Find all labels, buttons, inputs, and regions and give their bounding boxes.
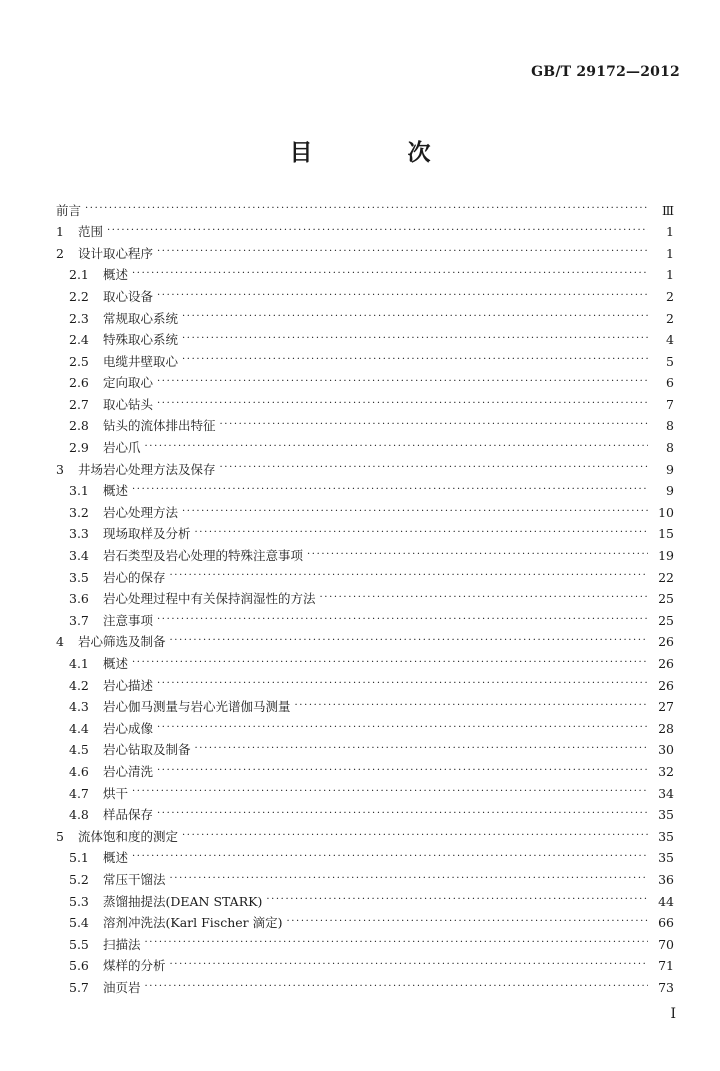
toc-entry-number: 2.8 <box>69 418 89 434</box>
toc-entry-page: 2 <box>666 288 674 304</box>
toc-leader-dots <box>170 636 648 649</box>
toc-entry[interactable] <box>56 243 674 265</box>
toc-entry-number: 4.7 <box>69 785 89 801</box>
toc-entry-title: 电缆井壁取心 <box>103 353 179 369</box>
toc-leader-dots <box>170 960 648 973</box>
table-of-contents <box>56 200 674 999</box>
toc-leader-dots <box>182 334 648 347</box>
toc-entry[interactable] <box>56 610 674 632</box>
toc-entry-title: 特殊取心系统 <box>103 332 179 348</box>
toc-entry-number: 3.4 <box>69 548 89 564</box>
toc-entry[interactable] <box>56 632 674 654</box>
toc-entry-title: 溶剂冲洗法(Karl Fischer 滴定) <box>103 915 283 931</box>
toc-entry-number: 3.5 <box>69 569 89 585</box>
toc-entry-page: 4 <box>666 332 674 348</box>
toc-entry-number: 2.9 <box>69 440 89 456</box>
toc-entry-number: 4.2 <box>69 677 89 693</box>
toc-entry-title: 岩心成像 <box>103 720 154 736</box>
toc-leader-dots <box>157 377 648 390</box>
toc-entry-page: 6 <box>666 375 674 391</box>
toc-leader-dots <box>182 507 648 520</box>
toc-entry-page: 26 <box>658 634 674 650</box>
toc-entry-page: 22 <box>658 569 674 585</box>
toc-entry[interactable] <box>56 481 674 503</box>
toc-entry-title: 概述 <box>103 656 129 672</box>
toc-entry-page: 35 <box>658 828 674 844</box>
toc-entry-number: 3.3 <box>69 526 89 542</box>
toc-entry-number: 2.2 <box>69 288 89 304</box>
toc-entry-title: 概述 <box>103 267 129 283</box>
toc-entry[interactable] <box>56 718 674 740</box>
toc-entry[interactable] <box>56 589 674 611</box>
toc-entry-title: 蒸馏抽提法(DEAN STARK) <box>103 893 263 909</box>
toc-entry[interactable] <box>56 286 674 308</box>
toc-entry[interactable] <box>56 265 674 287</box>
toc-entry-number: 2.5 <box>69 353 89 369</box>
toc-entry-title: 烘干 <box>103 785 129 801</box>
toc-entry[interactable] <box>56 653 674 675</box>
toc-leader-dots <box>320 593 648 606</box>
toc-entry-page: 36 <box>658 871 674 887</box>
toc-leader-dots <box>85 204 648 217</box>
toc-entry[interactable] <box>56 761 674 783</box>
toc-entry[interactable] <box>56 977 674 999</box>
toc-entry-title: 岩心处理方法 <box>103 504 179 520</box>
toc-entry-title: 样品保存 <box>103 807 154 823</box>
toc-entry-page: 35 <box>658 850 674 866</box>
toc-leader-dots <box>132 852 648 865</box>
toc-entry[interactable] <box>56 330 674 352</box>
toc-entry[interactable] <box>56 524 674 546</box>
toc-leader-dots <box>170 571 648 584</box>
toc-leader-dots <box>132 269 648 282</box>
toc-entry-number: 2.7 <box>69 396 89 412</box>
toc-entry-title: 概述 <box>103 483 129 499</box>
toc-entry-number: 2 <box>56 245 64 261</box>
toc-entry[interactable] <box>56 438 674 460</box>
toc-entry-page: 5 <box>666 353 674 369</box>
toc-entry-page: 7 <box>666 396 674 412</box>
toc-leader-dots <box>132 787 648 800</box>
toc-entry-page: 66 <box>658 915 674 931</box>
toc-entry-number: 5 <box>56 828 64 844</box>
toc-entry-title: 岩心描述 <box>103 677 154 693</box>
toc-entry-title: 概述 <box>103 850 129 866</box>
toc-entry[interactable] <box>56 394 674 416</box>
toc-entry-title: 岩心爪 <box>103 440 141 456</box>
toc-leader-dots <box>295 701 648 714</box>
toc-entry[interactable] <box>56 546 674 568</box>
toc-entry-page: 9 <box>666 483 674 499</box>
toc-entry-number: 1 <box>56 224 64 240</box>
toc-entry-number: 4.8 <box>69 807 89 823</box>
toc-entry-title: 岩心伽马测量与岩心光谱伽马测量 <box>103 699 291 715</box>
toc-entry-number: 3.1 <box>69 483 89 499</box>
toc-entry-page: 34 <box>658 785 674 801</box>
toc-entry-page: 2 <box>666 310 674 326</box>
toc-leader-dots <box>182 312 648 325</box>
toc-entry-page: 25 <box>658 612 674 628</box>
toc-entry-title: 岩石类型及岩心处理的特殊注意事项 <box>103 548 304 564</box>
toc-entry-number: 3 <box>56 461 64 477</box>
toc-entry-page: 27 <box>658 699 674 715</box>
toc-entry[interactable] <box>56 459 674 481</box>
toc-entry-number: 2.3 <box>69 310 89 326</box>
toc-entry[interactable] <box>56 200 674 222</box>
toc-entry-page: 30 <box>658 742 674 758</box>
standard-number: GB/T 29172—2012 <box>531 64 680 80</box>
toc-entry-page: 26 <box>658 677 674 693</box>
toc-entry[interactable] <box>56 934 674 956</box>
toc-entry[interactable] <box>56 675 674 697</box>
toc-entry-page: Ⅲ <box>661 202 674 218</box>
toc-entry-title: 煤样的分析 <box>103 958 166 974</box>
toc-leader-dots <box>157 291 648 304</box>
toc-entry-title: 常规取心系统 <box>103 310 179 326</box>
toc-entry-page: 70 <box>658 936 674 952</box>
toc-entry-title: 现场取样及分析 <box>103 526 191 542</box>
toc-entry[interactable] <box>56 848 674 870</box>
toc-entry-page: 1 <box>666 245 674 261</box>
toc-entry[interactable] <box>56 373 674 395</box>
toc-entry-title: 油页岩 <box>103 979 141 995</box>
toc-entry-number: 4.3 <box>69 699 89 715</box>
toc-entry-page: 8 <box>666 440 674 456</box>
toc-entry[interactable] <box>56 783 674 805</box>
toc-leader-dots <box>286 917 648 930</box>
toc-entry-number: 5.5 <box>69 936 89 952</box>
toc-entry-title: 流体饱和度的测定 <box>78 828 179 844</box>
toc-entry[interactable] <box>56 502 674 524</box>
toc-entry-title: 设计取心程序 <box>78 245 154 261</box>
toc-leader-dots <box>157 399 648 412</box>
toc-entry-number: 5.3 <box>69 893 89 909</box>
toc-entry[interactable] <box>56 869 674 891</box>
toc-entry[interactable] <box>56 416 674 438</box>
toc-entry-number: 3.7 <box>69 612 89 628</box>
toc-entry-title: 岩心的保存 <box>103 569 166 585</box>
toc-entry-title: 钻头的流体排出特征 <box>103 418 216 434</box>
toc-entry-page: 35 <box>658 807 674 823</box>
toc-entry[interactable] <box>56 697 674 719</box>
toc-entry-page: 44 <box>658 893 674 909</box>
toc-leader-dots <box>157 247 648 260</box>
toc-entry-page: 1 <box>666 224 674 240</box>
toc-entry-page: 71 <box>658 958 674 974</box>
toc-entry-number: 4.5 <box>69 742 89 758</box>
toc-entry-page: 1 <box>666 267 674 283</box>
toc-leader-dots <box>157 809 648 822</box>
toc-entry-page: 9 <box>666 461 674 477</box>
toc-entry-page: 32 <box>658 763 674 779</box>
toc-leader-dots <box>132 658 648 671</box>
toc-entry-title: 岩心处理过程中有关保持润湿性的方法 <box>103 591 316 607</box>
toc-leader-dots <box>132 485 648 498</box>
toc-leader-dots <box>145 442 648 455</box>
toc-leader-dots <box>107 226 648 239</box>
toc-entry[interactable] <box>56 740 674 762</box>
toc-leader-dots <box>157 679 648 692</box>
toc-entry-title: 定向取心 <box>103 375 154 391</box>
toc-entry-number: 4 <box>56 634 64 650</box>
toc-entry[interactable] <box>56 222 674 244</box>
toc-entry[interactable] <box>56 913 674 935</box>
toc-entry[interactable] <box>56 826 674 848</box>
toc-leader-dots <box>195 528 648 541</box>
toc-entry-title: 扫描法 <box>103 936 141 952</box>
toc-entry-page: 19 <box>658 548 674 564</box>
toc-entry-title: 井场岩心处理方法及保存 <box>78 461 216 477</box>
toc-entry-number: 4.6 <box>69 763 89 779</box>
toc-entry-title: 岩心清洗 <box>103 763 154 779</box>
toc-entry[interactable] <box>56 805 674 827</box>
toc-entry-number: 2.1 <box>69 267 89 283</box>
toc-entry-number: 5.1 <box>69 850 89 866</box>
toc-entry-title: 常压干馏法 <box>103 871 166 887</box>
toc-entry-title: 取心设备 <box>103 288 154 304</box>
toc-entry-number: 2.6 <box>69 375 89 391</box>
toc-leader-dots <box>220 420 648 433</box>
toc-leader-dots <box>157 615 648 628</box>
toc-leader-dots <box>157 723 648 736</box>
page-title: 目 次 <box>289 139 467 166</box>
toc-leader-dots <box>182 831 648 844</box>
toc-entry-page: 73 <box>658 979 674 995</box>
toc-leader-dots <box>195 744 648 757</box>
toc-leader-dots <box>145 938 648 951</box>
toc-entry-page: 25 <box>658 591 674 607</box>
toc-leader-dots <box>307 550 648 563</box>
toc-entry[interactable] <box>56 308 674 330</box>
toc-leader-dots <box>182 355 648 368</box>
toc-entry-number: 2.4 <box>69 332 89 348</box>
toc-entry-number: 3.6 <box>69 591 89 607</box>
toc-leader-dots <box>220 463 648 476</box>
toc-entry-number: 4.4 <box>69 720 89 736</box>
toc-entry[interactable] <box>56 351 674 373</box>
toc-leader-dots <box>157 766 648 779</box>
toc-entry-title: 取心钻头 <box>103 396 154 412</box>
toc-entry-page: 8 <box>666 418 674 434</box>
toc-entry-title: 岩心钻取及制备 <box>103 742 191 758</box>
toc-entry-number: 5.7 <box>69 979 89 995</box>
toc-entry[interactable] <box>56 956 674 978</box>
toc-entry-title: 范围 <box>78 224 104 240</box>
toc-leader-dots <box>170 874 648 887</box>
toc-entry-number: 4.1 <box>69 656 89 672</box>
toc-entry-number: 5.4 <box>69 915 89 931</box>
toc-leader-dots <box>145 982 648 995</box>
toc-entry-page: 28 <box>658 720 674 736</box>
toc-entry-number: 5.6 <box>69 958 89 974</box>
toc-entry[interactable] <box>56 567 674 589</box>
toc-entry-title: 岩心筛选及制备 <box>78 634 166 650</box>
toc-entry-number: 3.2 <box>69 504 89 520</box>
toc-entry-page: 10 <box>658 504 674 520</box>
toc-entry-page: 26 <box>658 656 674 672</box>
toc-entry-page: 15 <box>658 526 674 542</box>
page-number: I <box>670 1006 676 1022</box>
toc-entry-title: 注意事项 <box>103 612 154 628</box>
toc-entry-title: 前言 <box>56 202 82 218</box>
toc-entry-number: 5.2 <box>69 871 89 887</box>
toc-entry[interactable] <box>56 891 674 913</box>
toc-leader-dots <box>266 895 648 908</box>
